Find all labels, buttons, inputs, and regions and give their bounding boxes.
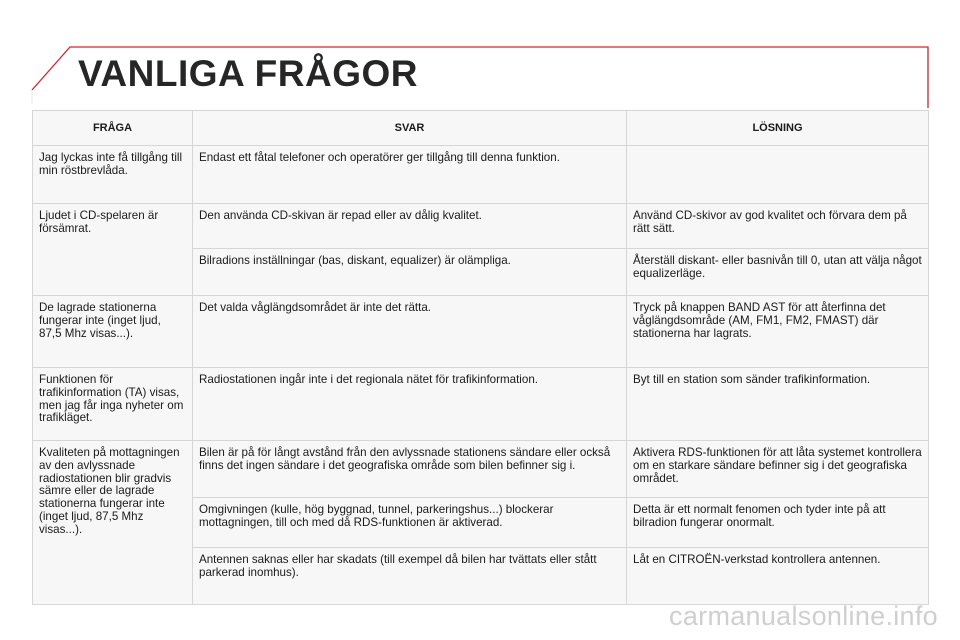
answer-cell — [193, 548, 627, 605]
solution-cell — [627, 368, 929, 441]
answer-cell — [193, 498, 627, 548]
answer-cell — [193, 441, 627, 498]
answer-cell — [193, 146, 627, 204]
solution-text: Tryck på knappen BAND AST för att återfinna det våglängdsområde (AM, FM1, FM2, FMAST) där stationerna har lagrats. — [633, 301, 886, 340]
column-header-question: FRÅGA — [33, 111, 193, 146]
table-row — [33, 296, 929, 368]
watermark: carmanualsonline.info — [669, 601, 938, 631]
column-header-solution: LÖSNING — [627, 111, 929, 146]
answer-text: Omgivningen (kulle, hög byggnad, tunnel, parkeringshus...) blockerar mottagningen, till och med då RDS-funktionen är aktiverad. — [199, 503, 554, 529]
question-text: Jag lyckas inte få tillgång till min röstbrevlåda. — [39, 151, 183, 177]
question-cell — [33, 296, 193, 368]
answer-text: Radiostationen ingår inte i det regionala nätet för trafikinformation. — [199, 373, 538, 386]
solution-cell — [627, 204, 929, 249]
answer-cell — [193, 368, 627, 441]
question-text: Funktionen för trafikinformation (TA) visas, men jag får inga nyheter om trafikläget. — [39, 373, 184, 425]
question-text: De lagrade stationerna fungerar inte (inget ljud, 87,5 Mhz visas...). — [39, 301, 161, 340]
answer-text: Det valda våglängdsområdet är inte det rätta. — [199, 301, 432, 314]
answer-text: Bilen är på för långt avstånd från den avlyssnade stationens sändare eller också finns det ingen sändare i det geografiska område som bilen befinner sig i. — [199, 446, 611, 472]
solution-cell — [627, 249, 929, 296]
faq-table — [32, 110, 929, 605]
table-row — [33, 441, 929, 498]
answer-cell — [193, 249, 627, 296]
column-header-answer: SVAR — [193, 111, 627, 146]
solution-cell — [627, 146, 929, 204]
solution-text: Använd CD-skivor av god kvalitet och förvara dem på rätt sätt. — [633, 209, 907, 235]
table-row — [33, 368, 929, 441]
answer-text: Antennen saknas eller har skadats (till exempel då bilen har tvättats eller stått parkerad inomhus). — [199, 553, 597, 579]
answer-text: Bilradions inställningar (bas, diskant, equalizer) är olämpliga. — [199, 254, 511, 267]
question-cell — [33, 146, 193, 204]
answer-cell — [193, 204, 627, 249]
solution-text: Detta är ett normalt fenomen och tyder inte på att bilradion fungerar onormalt. — [633, 503, 886, 529]
solution-cell — [627, 548, 929, 605]
solution-cell — [627, 441, 929, 498]
question-text: Ljudet i CD-spelaren är försämrat. — [39, 209, 159, 235]
question-cell — [33, 441, 193, 605]
page-title: VANLIGA FRÅGOR — [78, 53, 418, 94]
solution-cell — [627, 498, 929, 548]
solution-text: Byt till en station som sänder trafikinformation. — [633, 373, 871, 386]
answer-text: Endast ett fåtal telefoner och operatörer ger tillgång till denna funktion. — [199, 151, 560, 164]
answer-cell — [193, 296, 627, 368]
solution-text: Aktivera RDS-funktionen för att låta systemet kontrollera om en starkare sändare befinner sig i det geografiska området. — [633, 446, 922, 485]
table-row — [33, 204, 929, 249]
solution-text: Återställ diskant- eller basnivån till 0, utan att välja något equalizerläge. — [633, 254, 922, 280]
question-cell — [33, 204, 193, 296]
solution-text — [627, 146, 928, 152]
question-text: Kvaliteten på mottagningen av den avlyssnade radiostationen blir gradvis sämre eller de lagrade stationerna fungerar inte (inget ljud, 87,5 Mhz visas...). — [39, 446, 180, 536]
table-header-row — [33, 111, 929, 146]
solution-cell — [627, 296, 929, 368]
question-cell — [33, 368, 193, 441]
solution-text: Låt en CITROËN-verkstad kontrollera antennen. — [633, 553, 881, 566]
answer-text: Den använda CD-skivan är repad eller av dålig kvalitet. — [199, 209, 482, 222]
table-row — [33, 146, 929, 204]
